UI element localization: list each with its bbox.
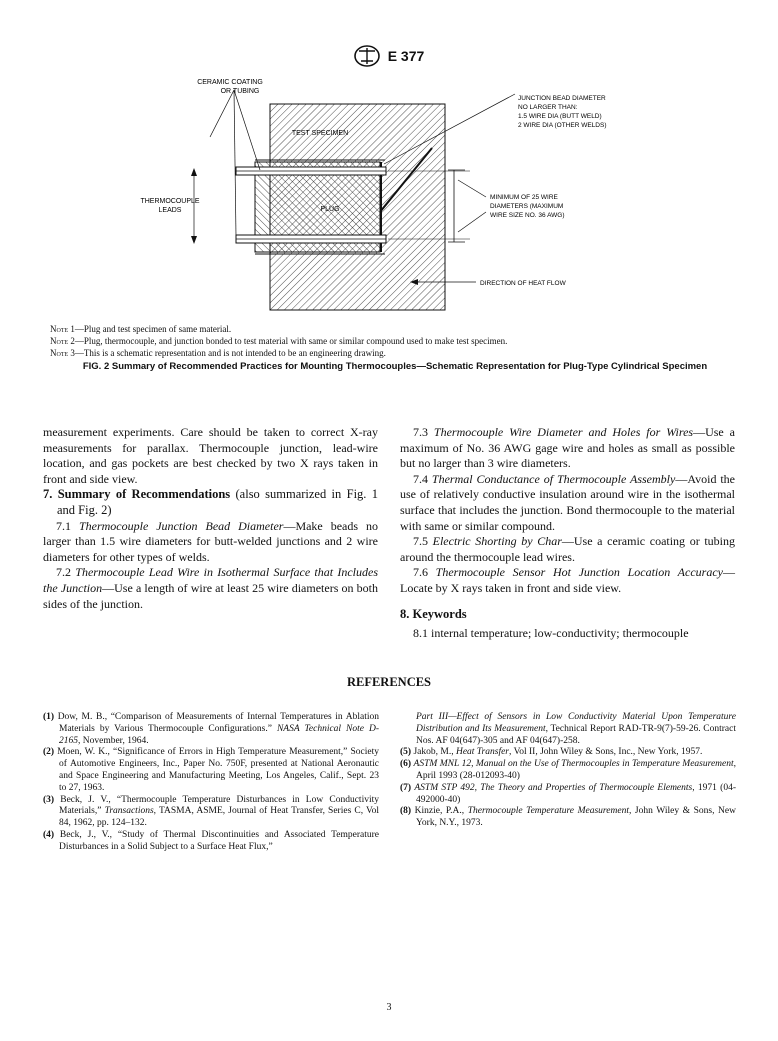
- paragraph-7-4: 7.4 Thermal Conductance of Thermocouple Assembly—Avoid the use of relatively conductive insulation around wire in the isothermal surface that includes the junction. Bond thermocouple to the material with same or similar compound.: [400, 471, 736, 533]
- astm-logo-icon: [354, 45, 380, 67]
- figure-notes: [50, 323, 740, 359]
- reference-item: (1) Dow, M. B., “Comparison of Measurements of Internal Temperatures in Ablation Materials by Various Thermocouple Configurations.” NASA Technical Note D-2165, November, 1964.: [43, 712, 379, 746]
- references-heading: REFERENCES: [346, 675, 432, 689]
- left-column: [43, 425, 378, 612]
- section-8-heading: 8. Keywords: [400, 606, 467, 621]
- label-ceramic-coating: CERAMIC COATING: [197, 79, 263, 86]
- paragraph-8-1: 8.1 internal temperature; low-conductivity; thermocouple: [413, 626, 689, 641]
- label-minimum-1: MINIMUM OF 25 WIRE: [490, 194, 558, 201]
- label-or-tubing: OR TUBING: [220, 88, 260, 95]
- references-right-column: [400, 712, 736, 830]
- figure-2-diagram: [140, 72, 660, 322]
- paragraph-7-3: 7.3 Thermocouple Wire Diameter and Holes for Wires—Use a maximum of No. 36 AWG gage wire and holes as small as possible but no larger than 3 wire diameters.: [400, 425, 735, 471]
- label-junction-2: NO LARGER THAN:: [518, 104, 578, 111]
- figure-note: Note 3—This is a schematic representation and is not intended to be an engineering drawing.: [50, 348, 386, 358]
- page-number: 3: [386, 1002, 392, 1013]
- figure-note: Note 1—Plug and test specimen of same material.: [50, 324, 232, 334]
- reference-item: (3) Beck, J. V., “Thermocouple Temperature Disturbances in Low Conductivity Materials,” Transactions, TASMA, ASME, Journal of Heat Transfer, Series C, Vol 84, 1962, pp. 124–132.: [43, 794, 380, 829]
- right-column: [400, 425, 735, 642]
- label-heat-flow: DIRECTION OF HEAT FLOW: [480, 280, 566, 287]
- label-junction-4: 2 WIRE DIA (OTHER WELDS): [518, 122, 607, 129]
- reference-item: (2) Moen, W. K., “Significance of Errors in High Temperature Measurement,” Society of Automotive Engineers, Inc., Paper No. 750F, presented at National Aeronautic and Space Engineering and Manufacturing Meeting, Los Angeles, Calif., Sept. 23 to 27, 1963.: [43, 747, 379, 793]
- standard-code: E 377: [387, 48, 425, 64]
- label-minimum-3: WIRE SIZE NO. 36 AWG): [490, 212, 565, 219]
- paragraph-7-5: 7.5 Electric Shorting by Char—Use a ceramic coating or tubing around the thermocouple lead wires.: [400, 534, 735, 564]
- label-junction-3: 1.5 WIRE DIA (BUTT WELD): [518, 113, 602, 120]
- page-header: [0, 45, 778, 67]
- label-test-specimen: TEST SPECIMEN: [291, 130, 349, 137]
- section-7-heading: 7. Summary of Recommendations (also summarized in Fig. 1 and Fig. 2): [43, 487, 378, 517]
- reference-item: (5) Jakob, M., Heat Transfer, Vol II, John Wiley & Sons, Inc., New York, 1957.: [400, 747, 703, 758]
- reference-item: (6) ASTM MNL 12, Manual on the Use of Thermocouples in Temperature Measurement, April 1993 (28-012093-40): [400, 759, 737, 781]
- reference-item: (4) Beck, J., V., “Study of Thermal Discontinuities and Associated Temperature Disturbances in a Solid Subject to a Surface Heat Flux,”: [43, 829, 379, 852]
- references-left-column: [43, 712, 379, 854]
- reference-item: (8) Kinzie, P.A., Thermocouple Temperature Measurement, John Wiley & Sons, New York, N.Y., 1973.: [400, 806, 736, 829]
- paragraph-7-2: 7.2 Thermocouple Lead Wire in Isothermal Surface that Includes the Junction—Use a length of wire at least 25 wire diameters on both sides of the junction.: [43, 565, 379, 611]
- label-leads: LEADS: [158, 207, 182, 214]
- paragraph-7-6: 7.6 Thermocouple Sensor Hot Junction Location Accuracy—Locate by X rays taken in front and side view.: [400, 565, 735, 595]
- label-minimum-2: DIAMETERS (MAXIMUM: [490, 203, 564, 210]
- reference-item: (7) ASTM STP 492, The Theory and Properties of Thermocouple Elements, 1971 (04-492000-40): [400, 782, 737, 805]
- figure-caption: FIG. 2 Summary of Recommended Practices for Mounting Thermocouples—Schematic Representation for Plug-Type Cylindrical Specimen: [82, 361, 708, 372]
- reference-continued: Part III—Effect of Sensors in Low Conductivity Material Upon Temperature Distribution and Its Measurement, Technical Report RAD-TR-9(7)-59-26. Contract Nos. AF 04(647)-305 and AF 04(647)-258.: [416, 712, 737, 746]
- paragraph-7-1: 7.1 Thermocouple Junction Bead Diameter—Make beads no larger than 1.5 wire diameters for butt-welded junctions and 2 wire diameters for other types of welds.: [43, 518, 378, 564]
- paragraph-continued: measurement experiments. Care should be taken to correct X-ray measurements for parallax. Thermocouple junction, lead-wire location, and gas pockets are best checked by two X rays taken in front and side view.: [43, 425, 378, 486]
- figure-note: Note 2—Plug, thermocouple, and junction bonded to test material with same or similar compound used to make test specimen.: [50, 336, 508, 346]
- label-thermocouple: THERMOCOUPLE: [140, 198, 200, 205]
- label-junction-1: JUNCTION BEAD DIAMETER: [518, 95, 606, 102]
- label-plug: PLUG: [320, 206, 340, 213]
